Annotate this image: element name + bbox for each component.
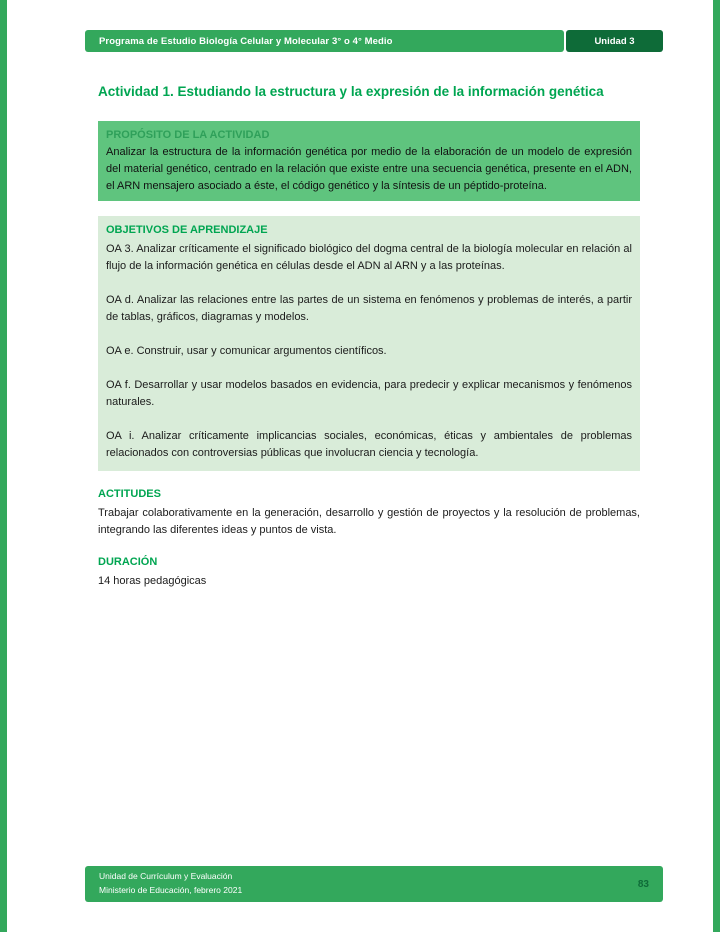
objetivo-item: OA 3. Analizar críticamente el significado biológico del dogma central de la biología molecular en relación al flujo de la información genética en células desde el ADN al ARN y a las proteínas. — [106, 243, 632, 273]
objetivos-heading: OBJETIVOS DE APRENDIZAJE — [106, 224, 268, 237]
objetivo-item: OA e. Construir, usar y comunicar argumentos científicos. — [106, 345, 387, 358]
objetivos-section — [98, 216, 640, 470]
duracion-section — [98, 554, 640, 590]
page-header — [85, 30, 663, 52]
footer-line1: Unidad de Currículum y Evaluación — [99, 871, 233, 882]
footer-line2: Ministerio de Educación, febrero 2021 — [99, 885, 243, 895]
unit-badge: Unidad 3 — [566, 30, 663, 52]
page-content — [98, 84, 640, 590]
duracion-body: 14 horas pedagógicas — [98, 574, 207, 587]
page-number: 83 — [637, 878, 649, 890]
proposito-body: Analizar la estructura de la información genética por medio de la elaboración de un modelo de expresión del material genético, centrado en la relación que existe entre una secuencia genética, presente en el ADN, el ARN mensajero asociado a éste, el código genético y la síntesis de un péptido-proteína. — [106, 145, 632, 193]
objetivo-item: OA i. Analizar críticamente implicancias sociales, económicas, éticas y ambientales de problemas relacionados con controversias públicas que involucran ciencia y tecnología. — [106, 430, 632, 460]
header-title: Programa de Estudio Biología Celular y Molecular 3° o 4° Medio — [85, 30, 564, 52]
footer-credits — [99, 870, 242, 897]
left-edge-band — [0, 0, 7, 932]
actitudes-section — [98, 486, 640, 539]
proposito-section — [98, 121, 640, 201]
duracion-heading: DURACIÓN — [98, 555, 158, 568]
objetivo-item: OA d. Analizar las relaciones entre las partes de un sistema en fenómenos y problemas de interés, a partir de tablas, gráficos, diagramas y modelos. — [106, 294, 632, 324]
proposito-heading: PROPÓSITO DE LA ACTIVIDAD — [106, 128, 270, 141]
actitudes-body: Trabajar colaborativamente en la generación, desarrollo y gestión de proyectos y la resolución de problemas, integrando las diferentes ideas y puntos de vista. — [98, 506, 640, 536]
objetivo-item: OA f. Desarrollar y usar modelos basados en evidencia, para predecir y explicar mecanismos y fenómenos naturales. — [106, 379, 632, 409]
activity-title: Actividad 1. Estudiando la estructura y la expresión de la información genética — [98, 84, 604, 99]
right-edge-band — [713, 0, 720, 932]
actitudes-heading: ACTITUDES — [98, 487, 161, 500]
page-footer — [85, 866, 663, 902]
